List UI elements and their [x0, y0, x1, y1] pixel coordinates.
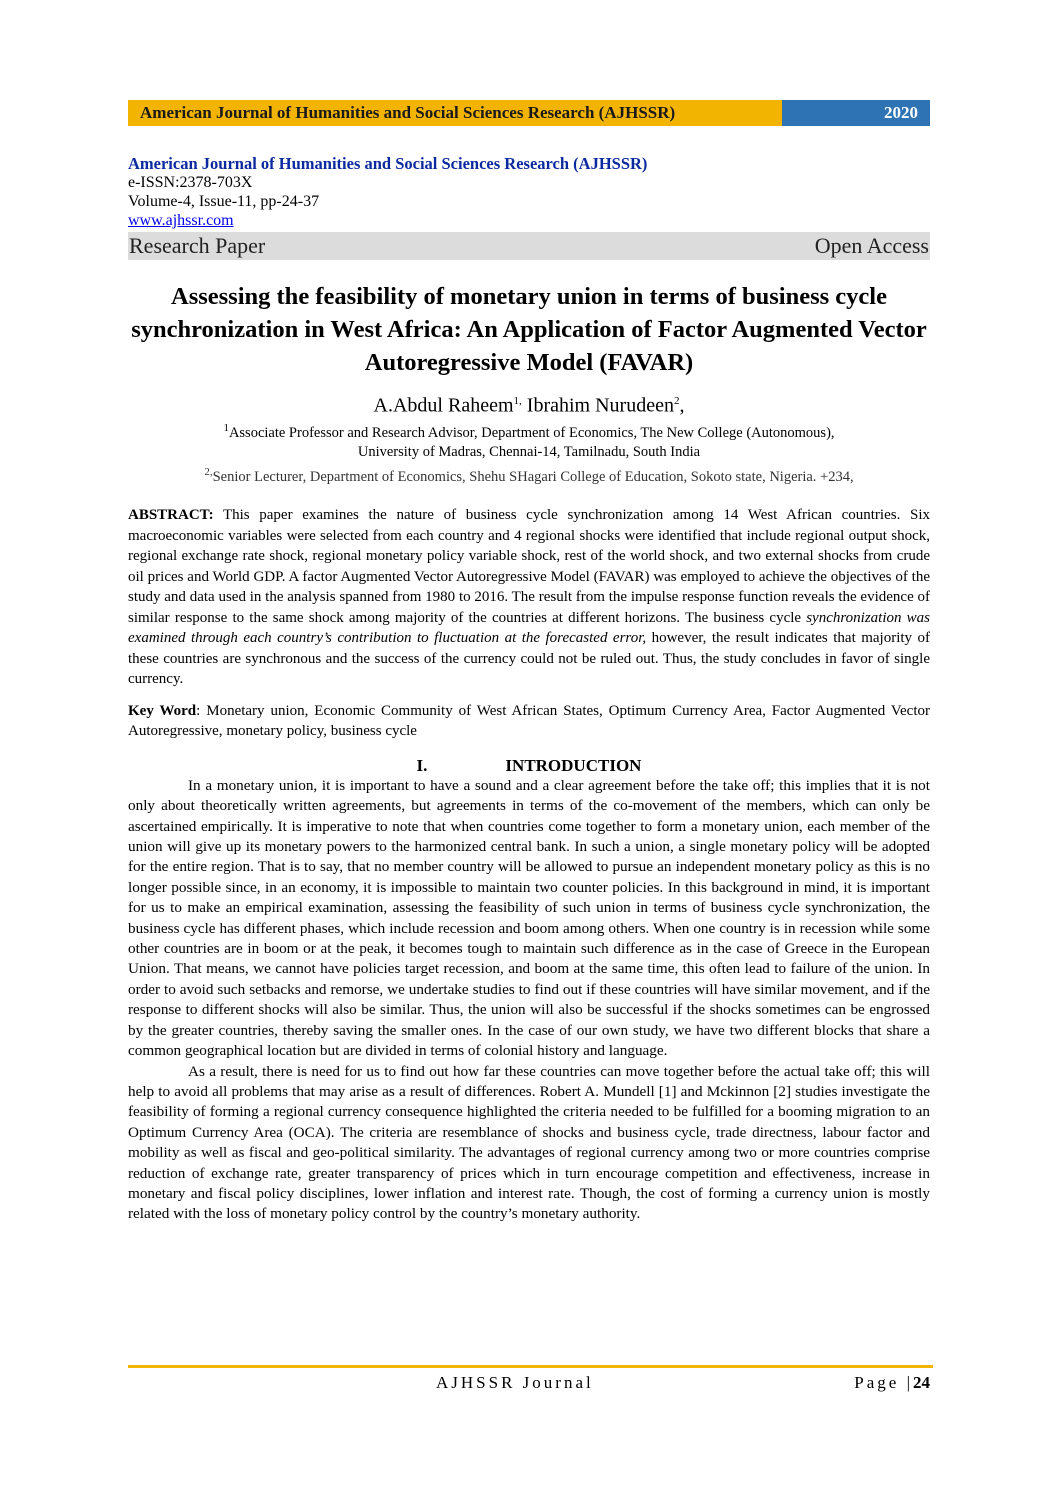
footer-journal: AJHSSR Journal: [436, 1373, 594, 1392]
abstract-text-1: This paper examines the nature of business cycle synchronization among 14 West African countries. Six macroeconomic variables were selected from each country and 4 regional shocks were identified that include regional output shock, regional exchange rate shock, regional monetary policy variable shock, rest of the world shock, and two external shocks from crude oil prices and World GDP. A factor Augmented Vector Autoregressive Model (FAVAR) was employed to achieve the objectives of the study and data used in the analysis spanned from 1980 to 2016. The result from the impulse response function reveals the evidence of similar response to the same shock among majority of the countries at different horizons. The business cycle: [128, 507, 930, 626]
keywords: [128, 701, 930, 742]
keywords-label: Key Word: [128, 702, 197, 719]
paper-title: Assessing the feasibility of monetary union in terms of business cycle synchronization in West Africa: An Application of Factor Augmented Vector Autoregressive Model (FAVAR): [131, 283, 927, 376]
banner-journal-title: American Journal of Humanities and Social Sciences Research (AJHSSR): [128, 100, 782, 126]
affiliation-1-line2: University of Madras, Chennai-14, Tamilnadu, South India: [357, 444, 701, 461]
author-1-marker: 1,: [513, 395, 522, 407]
banner-year: 2020: [782, 100, 930, 126]
author-2: Ibrahim Nurudeen: [521, 394, 674, 417]
article-type: Research Paper: [129, 233, 266, 258]
section-number: I.: [416, 755, 428, 775]
affiliation-1-marker: 1: [223, 421, 229, 434]
section-title: INTRODUCTION: [505, 755, 642, 775]
authors: [128, 389, 930, 418]
meta-volume: Volume-4, Issue-11, pp-24-37: [128, 193, 320, 210]
author-2-marker: 2: [673, 395, 680, 407]
footer-page-number: 24: [913, 1373, 930, 1392]
intro-paragraph-2: As a result, there is need for us to find out how far these countries can move together before the actual take off; this will help to avoid all problems that may arise as a result of differences. Robert A. Mundell [1] and Mckinnon [2] studies investigate the feasibility of forming a regional currency consequence highlighted the criteria needed to be fulfilled for a booming migration to an Optimum Currency Area (OCA). The criteria are resemblance of shocks and business cycle, trade directness, labour factor and mobility as well as fiscal and geo-political similarity. The advantages of regional currency among two or more countries comprise reduction of exchange rate, greater transparency of prices which in turn encourage competition and effectiveness, increase in monetary and fiscal policy disciplines, lower inflation and interest rate. Though, the cost of forming a currency union is mostly related with the loss of monetary policy control by the country’s monetary authority.: [128, 1062, 930, 1223]
access-type: Open Access: [814, 233, 929, 258]
section-heading: [128, 756, 930, 776]
footer-page: [854, 1373, 930, 1393]
article-type-bar: [128, 232, 930, 260]
keywords-tail: monetary policy, business cycle: [222, 723, 417, 740]
affiliation-1: [128, 418, 930, 463]
meta-issn: e-ISSN:2378-703X: [128, 174, 253, 191]
affiliation-2: [128, 462, 930, 487]
journal-banner: [128, 100, 930, 126]
keywords-text: : Monetary union, Economic Community of West African States, Optimum Currency Area, Factor Augmented Vector Autoregressive,: [128, 702, 930, 740]
footer-page-label: Page |: [854, 1373, 913, 1392]
abstract-text-2: however, the result indicates that majority of these countries are synchronous and the success of the currency could not be ruled out. Thus, the study concludes in favor of single currency.: [128, 630, 930, 688]
journal-url-link[interactable]: www.ajhssr.com: [128, 212, 234, 229]
footer-rule: [128, 1365, 933, 1368]
introduction-body: [128, 776, 930, 1225]
abstract-label: ABSTRACT:: [128, 507, 214, 524]
abstract: [128, 505, 930, 690]
author-1: A.Abdul Raheem: [373, 394, 514, 417]
affiliation-2-text: Senior Lecturer, Department of Economics, Shehu SHagari College of Education, Sokoto state, Nigeria. +234,: [212, 469, 854, 486]
meta-journal-title: American Journal of Humanities and Social Sciences Research (AJHSSR): [128, 154, 648, 173]
affiliation-2-marker: 2,: [204, 466, 213, 479]
authors-tail: ,: [679, 394, 685, 417]
affiliation-1-line1: Associate Professor and Research Advisor, Department of Economics, The New College (Autonomous),: [228, 424, 835, 441]
abstract-text-italic: synchronization was examined through each country’s contribution to fluctuation at the forecasted error,: [128, 609, 930, 647]
page: [128, 100, 930, 1225]
intro-paragraph-1: In a monetary union, it is important to have a sound and a clear agreement before the take off; this implies that it is not only about theoretically written agreements, but agreements in terms of the co-movement of the members, which can only be ascertained empirically. It is imperative to note that when countries come together to form a monetary union, each member of the union will give up its monetary powers to the harmonized central bank. In such a union, a single monetary policy will be adopted for the entire region. That is to say, that no member country will be allowed to pursue an independent monetary policy as this is no longer possible since, in an economy, it is impossible to maintain two counter policies. In this background in mind, it is important for us to make an empirical examination, assessing the feasibility of such union in terms of business cycle synchronization, the business cycle has different phases, which include recession and boom among others. When one country is in recession while some other countries are in boom or at the peak, it becomes tough to maintain such difference as in the case of Greece in the European Union. That means, we cannot have policies target recession, and boom at the same time, this often lead to failure of the union. In order to avoid such setbacks and remorse, we undertake studies to find out if these countries will have similar movement, and if the response to different shocks will also be similar. Thus, the union will also be successful if the shocks sometimes can be engrossed by the greater countries, thereby saving the smaller ones. In the case of our own study, we have two different blocks that share a common geographical location but are divided in terms of colonial history and language.: [128, 776, 930, 1060]
journal-meta: [128, 154, 930, 230]
